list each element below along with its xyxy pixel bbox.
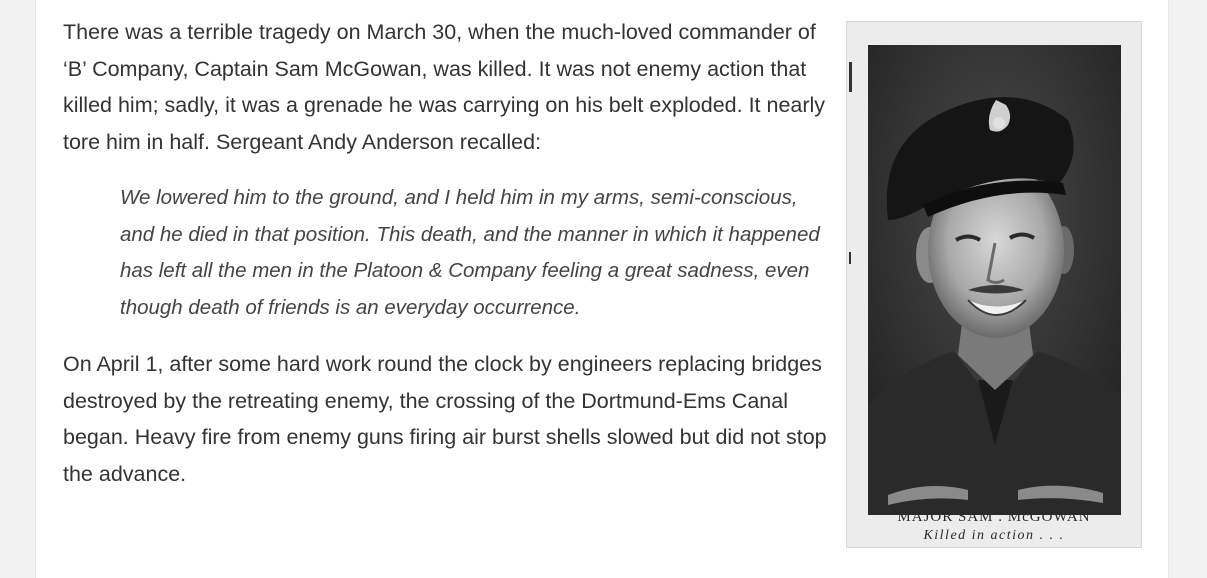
paragraph-2: On April 1, after some hard work round the clock by engineers replacing bridges destroyed by the retreating enemy, the crossing of the Dortmund-Ems Canal began. Heavy fire from enemy guns firing air burst shells slowed but did not stop the advance. [63,352,827,486]
portrait-figure [846,21,1142,548]
portrait-image [868,45,1121,515]
quote-block: We lowered him to the ground, and I held him in my arms, semi-conscious, and he died in that position. This death, and the manner in which it happened has left all the men in the Platoon & Company feeling a great sadness, even though death of friends is an everyday occurrence. [120,186,820,319]
portrait-photo [868,45,1121,515]
portrait-caption [847,508,1141,546]
caption-subtitle: Killed in action . . . [923,528,1065,543]
caption-name: MAJOR SAM . McGOWAN [897,509,1091,525]
paragraph-1: There was a terrible tragedy on March 30, when the much-loved commander of ‘B’ Company, Captain Sam McGowan, was killed. It was not enemy action that killed him; sadly, it was a grenade he was carrying on his belt exploded. It nearly tore him in half. Sergeant Andy Anderson recalled: [63,20,826,154]
article-body [63,14,833,492]
page-container [35,0,1169,578]
